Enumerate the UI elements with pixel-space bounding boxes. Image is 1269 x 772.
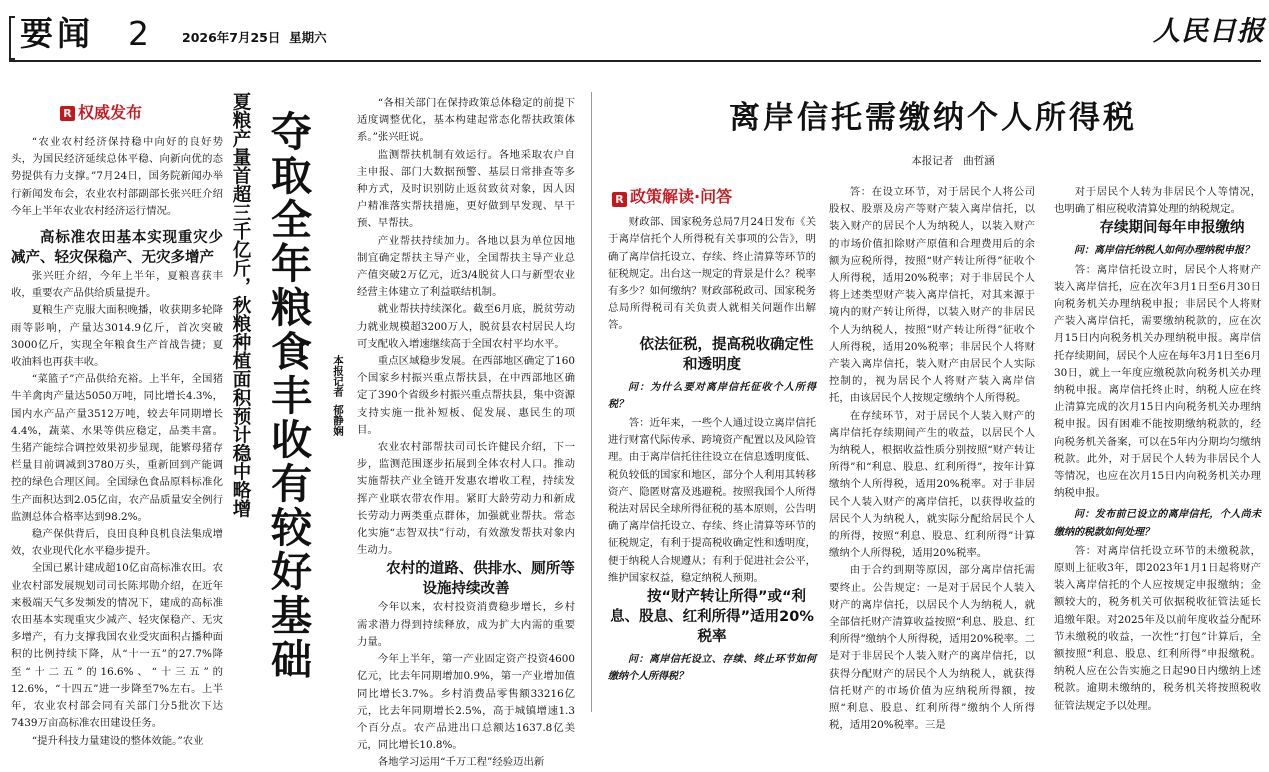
r1-question: 问：离岸信托设立、存续、终止环节如何缴纳个人所得税？	[608, 654, 816, 683]
right-kicker: R 政策解读·问答	[612, 188, 816, 208]
right-column-2	[829, 184, 1035, 732]
left-byline: 本报记者 郁静娴	[332, 355, 344, 436]
r1-question: 问：为什么要对离岸信托征收个人所得税？	[608, 381, 816, 410]
mid-para: 今年上半年，第一产业固定资产投资4600亿元，比去年同期增加0.9%，第一产业增加值同比增长3.7%。乡村消费品零售额33216亿元，比去年同期增长2.5%，高于城镇增速1.3个百分点。农产品进出口总额达1637.8亿美元，同比增长10.8%。	[357, 653, 575, 752]
page-number: 2	[128, 14, 149, 53]
mid-para: 监测帮扶机制有效运行。各地采取农户自主申报、部门大数据预警、基层日常排查等多种方式，及时识别防止返贫致贫对象，因人因户精准落实帮扶措施，更好做到早发现、早干预、早帮扶。	[357, 148, 575, 230]
r1-para: 财政部、国家税务总局7月24日发布《关于离岸信托个人所得税有关事项的公告》，明确了离岸信托设立、存续、终止清算等环节的征税规定。出台这一规定的背景是什么？税率有多少？如何缴纳？财政部税政司、国家税务总局所得税司有关负责人就相关问题作出解答。	[608, 216, 816, 332]
right-byline: 本报记者 曲哲涵	[911, 155, 995, 167]
mid-subheading: 农村的道路、供排水、厕所等设施持续改善	[386, 561, 575, 598]
mid-para: 农业农村部帮扶司司长许健民介绍，下一步，监测范围逐步拓展到全体农村人口。推动实施帮扶产业全链开发惠农增收工程，持续发挥产业联农带农作用。紧盯大龄劳动力和新成长劳动力两类重点群体，加强就业帮扶。常态化实施“志智双扶”行动，有效激发帮扶对象内生动力。	[357, 441, 575, 557]
mid-para: “各相关部门在保持政策总体稳定的前提下适度调整优化，基本构建起常态化帮扶政策体系。”张兴旺说。	[357, 97, 575, 144]
r2-answer: 答：在设立环节，对于居民个人将公司股权、股票及房产等财产装入离岸信托，以装入财产的居民个人为纳税人，以装入财产的市场价值扣除财产原值和合理费用后的余额为应税所得，按照“财产转让所得”征收个人所得税，适用20%税率；对于非居民个人将上述类型财产装入离岸信托，对其来源于境内的财产转让所得，以装入财产的非居民个人为纳税人，按照“财产转让所得”征收个人所得税，适用20%税率；非居民个人将财产装入离岸信托，装入财产由居民个人实际控制的，视为居民个人将财产装入离岸信托，由该居民个人按规定缴纳个人所得税。	[829, 186, 1035, 405]
right-column-1	[608, 188, 816, 713]
r1-answer: 答：近年来，一些个人通过设立离岸信托进行财富代际传承、跨境资产配置以及风险管理。由于离岸信托往往设立在信息透明度低、税负较低的国家和地区，部分个人利用其转移资产、隐匿财富及逃避税。按照我国个人所得税法对居民全球所得征税的基本原则，公告明确了离岸信托设立、存续、终止清算等环节的征税规定，有利于提高税收确定性和透明度，便于纳税人合规遵从；有利于促进社会公平，维护国家权益，稳定纳税人预期。	[608, 417, 816, 584]
mid-para: 产业帮扶持续加力。各地以县为单位因地制宜确定帮扶主导产业，全国帮扶主导产业总产值突破2万亿元，近3/4脱贫人口与新型农业经营主体建立了利益联结机制。	[357, 234, 575, 299]
r1-subheading: 依法征税，提高税收确定性和透明度	[639, 336, 814, 373]
left-para: 全国已累计建成超10亿亩高标准农田。农业农村部发展规划司司长陈邦勋介绍，在近年来极端天气多发频发的情况下，建成的高标准农田基本实现重灾少减产、轻灾保稳产、无灾多增产，有力支撑我国农业受灾面积占播种面积的比例持续下降，从“十一五”的27.7%降至“十二五”的16.6%、“十三五”的12.6%，“十四五”进一步降至7%左右。上半年，农业农村部会同有关部门分5批次下达7439万亩高标准农田建设任务。	[11, 562, 223, 730]
left-intro: “农业农村经济保持稳中向好的良好势头，为国民经济延续总体平稳、向新向优的态势提供有力支撑。”7月24日，国务院新闻办举行新闻发布会，农业农村部副部长张兴旺介绍今年上半年农业农村经济运行情况。	[11, 136, 223, 217]
mid-para: 重点区域稳步发展。在西部地区确定了160个国家乡村振兴重点帮扶县，在中西部地区确定了390个省级乡村振兴重点帮扶县，集中资源支持实施一批补短板、促发展、惠民生的项目。	[357, 355, 575, 436]
left-subheading: 高标准农田基本实现重灾少减产、轻灾保稳产、无灾多增产	[11, 230, 223, 267]
left-column	[11, 134, 223, 747]
right-headline: 离岸信托需缴纳个人所得税	[729, 100, 1137, 136]
vertical-subtitle: 夏粮产量首超三千亿斤，秋粮种植面积预计稳中略增	[230, 92, 251, 518]
masthead	[0, 0, 1269, 62]
mid-para: 今年以来，农村投资消费稳步增长，乡村需求潜力得到持续释放，成为扩大内需的重要力量。	[357, 601, 575, 648]
left-para: “菜篮子”产品供给充裕。上半年，全国猪牛羊禽肉产量达5050万吨，同比增长4.3%，国内水产品产量3512万吨，较去年同期增长4.4%，蔬菜、水果等供应稳定，品类丰富。生猪产能综合调控效果初步显现，能繁母猪存栏量目前调减到3780万头，重新回到产能调控的绿色合理区间。全国绿色食品原料标准化生产面积达到2.05亿亩，农产品质量安全例行监测总体合格率达到98.2%。	[11, 373, 223, 523]
left-para: 夏粮生产克服大面积晚播，收获期多轮降雨等影响，产量达3014.9亿斤，首次突破3000亿斤，实现全年粮食生产首战告捷；夏收油料也再获丰收。	[11, 304, 223, 369]
r2-para: 由于合约到期等原因，部分离岸信托需要终止。公告规定：一是对于居民个人装入财产的离岸信托，以居民个人为纳税人，就全部信托财产清算收益按照“利息、股息、红利所得”缴纳个人所得税，适用20%税率。二是对于非居民个人装入财产的离岸信托，以获得分配财产的居民个人为纳税人，就获得信托财产的市场价值为应纳税所得额，按照“利息、股息、红利所得”缴纳个人所得税，适用20%税率。三是	[829, 564, 1035, 732]
left-para: “提升科技力量建设的整体效能。”农业	[31, 734, 204, 747]
section-name: 要闻	[20, 14, 94, 53]
left-kicker: R 权威发布	[60, 100, 142, 123]
r3-para: 对于居民个人转为非居民个人等情况，也明确了相应税收清算处理的纳税规定。	[1054, 186, 1261, 216]
column-divider	[591, 92, 592, 712]
r-logo-icon: R	[612, 192, 627, 207]
newspaper-logo: 人民日报	[1153, 16, 1265, 47]
issue-date: 2026年7月25日 星期六	[182, 30, 327, 45]
left-para: 稳产保供背后，良田良种良机良法集成增效，农业现代化水平稳步提升。	[11, 528, 223, 558]
mid-para: 各地学习运用“千万工程”经验迈出新	[377, 756, 545, 769]
r3-answer: 答：对离岸信托设立环节的未缴税款，原则上征收3年，即2023年1月1日起将财产装入离岸信托的个人应按规定申报缴纳；金额较大的，税务机关可依据税收征管法延长追缴年限。对2025年及以前年度收益分配环节未缴税的收益，一次性“打包”计算后，全额按照“利息、股息、红利所得”申报缴税。纳税人应在公告实施之日起90日内缴纳上述税款。逾期未缴纳的，税务机关将按照税收征管法规定予以处理。	[1054, 544, 1261, 712]
r3-question: 问：离岸信托纳税人如何办理纳税申报？	[1074, 245, 1254, 257]
r-logo-icon: R	[60, 106, 75, 121]
r2-para: 在存续环节，对于居民个人装入财产的离岸信托存续期间产生的收益，以居民个人为纳税人，根据收益性质分别按照“财产转让所得”和“利息、股息、红利所得”，按年计算缴纳个人所得税，适用20%税率。对于非居民个人装入财产的离岸信托，以获得收益的居民个人为纳税人，就实际分配给居民个人的所得，按照“利息、股息、红利所得”计算缴纳个人所得税，适用20%税率。	[829, 409, 1035, 560]
r1-subheading: 按“财产转让所得”或“利息、股息、红利所得”适用20%税率	[610, 589, 814, 646]
r3-question: 问：发布前已设立的离岸信托，个人尚未缴纳的税款如何处理？	[1054, 509, 1261, 538]
right-column-3	[1054, 184, 1261, 714]
r3-subheading: 存续期间每年申报缴纳	[1099, 220, 1245, 237]
masthead-rule	[9, 60, 1261, 62]
r3-answer: 答：离岸信托设立时，居民个人将财产装入离岸信托，应在次年3月1日至6月30日向税务机关办理纳税申报；非居民个人将财产装入离岸信托，需要缴纳税款的，应在次月15日内向税务机关办理纳税申报。离岸信托存续期间，居民个人应在每年3月1日至6月30日，就上一年度应缴税款向税务机关办理纳税申报。离岸信托终止时，纳税人应在终止清算完成的次月15日内向税务机关办理纳税申报。因有困难不能按期缴纳税款的，经向税务机关备案，可以在5年内分期均匀缴纳税款。此外，对于居民个人转为非居民个人等情况，也应在次月15日内向税务机关办理纳税申报。	[1054, 263, 1261, 500]
masthead-left-bracket	[9, 16, 15, 60]
left-para: 张兴旺介绍，今年上半年，夏粮喜获丰收，重要农产品供给质量提升。	[11, 270, 223, 300]
middle-column	[357, 95, 575, 769]
main-headline: 夺取全年粮食丰收有较好基础	[264, 110, 312, 682]
mid-para: 就业帮扶持续深化。截至6月底，脱贫劳动力就业规模超3200万人，脱贫县农村居民人均可支配收入增速继续高于全国农村平均水平。	[357, 303, 575, 350]
